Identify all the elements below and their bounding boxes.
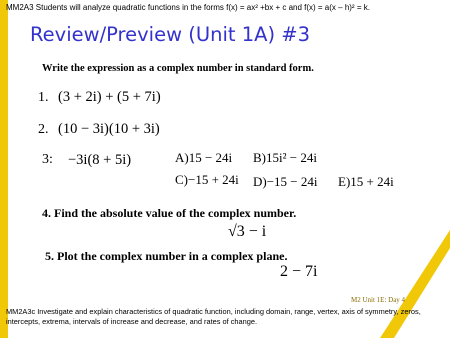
choice-value: −15 − 24i bbox=[266, 174, 318, 189]
choice-value: 15 − 24i bbox=[188, 150, 233, 165]
question-5-expression: 2 − 7i bbox=[280, 263, 318, 280]
problem-3-expression: −3i(8 + 5i) bbox=[68, 152, 132, 168]
choice-value: 15i² − 24i bbox=[266, 150, 317, 165]
problem-2-expression: (10 − 3i)(10 + 3i) bbox=[58, 121, 160, 137]
choice-letter: C) bbox=[175, 172, 188, 187]
standard-footer: MM2A3c Investigate and explain characteristics of quadratic function, including domain, range, vertex, axis of symmetry, zeros, intercepts, extrema, intervals of increase and decrease, and rates of change. bbox=[6, 307, 421, 326]
lesson-watermark: M2 Unit 1E: Day 4 bbox=[351, 296, 406, 304]
choice-d bbox=[253, 174, 318, 190]
standard-header: MM2A3 Students will analyze quadratic functions in the forms f(x) = ax² +bx + c and f(x) = a(x – h)² = k. bbox=[6, 3, 370, 12]
problem-1-number: 1. bbox=[38, 90, 49, 105]
choice-e bbox=[338, 174, 394, 190]
choice-letter: D) bbox=[253, 174, 267, 189]
problem-3-number: 3: bbox=[42, 152, 53, 167]
choice-letter: E) bbox=[338, 174, 351, 189]
choice-letter: B) bbox=[253, 150, 266, 165]
question-4-expression: √3 − i bbox=[228, 223, 267, 240]
question-4: 4. Find the absolute value of the complex number. bbox=[42, 206, 297, 220]
choice-value: −15 + 24i bbox=[188, 172, 239, 187]
instruction-text: Write the expression as a complex number in standard form. bbox=[42, 63, 314, 74]
problem-2-number: 2. bbox=[38, 122, 49, 137]
problem-1-expression: (3 + 2i) + (5 + 7i) bbox=[58, 89, 161, 105]
choice-c bbox=[175, 172, 239, 188]
question-5: 5. Plot the complex number in a complex plane. bbox=[45, 249, 288, 263]
choice-a bbox=[175, 150, 232, 166]
left-accent-bar bbox=[0, 0, 8, 338]
choice-letter: A) bbox=[175, 150, 189, 165]
choice-b bbox=[253, 150, 317, 166]
slide-title: Review/Preview (Unit 1A) #3 bbox=[30, 23, 311, 46]
choice-value: 15 + 24i bbox=[350, 174, 394, 189]
